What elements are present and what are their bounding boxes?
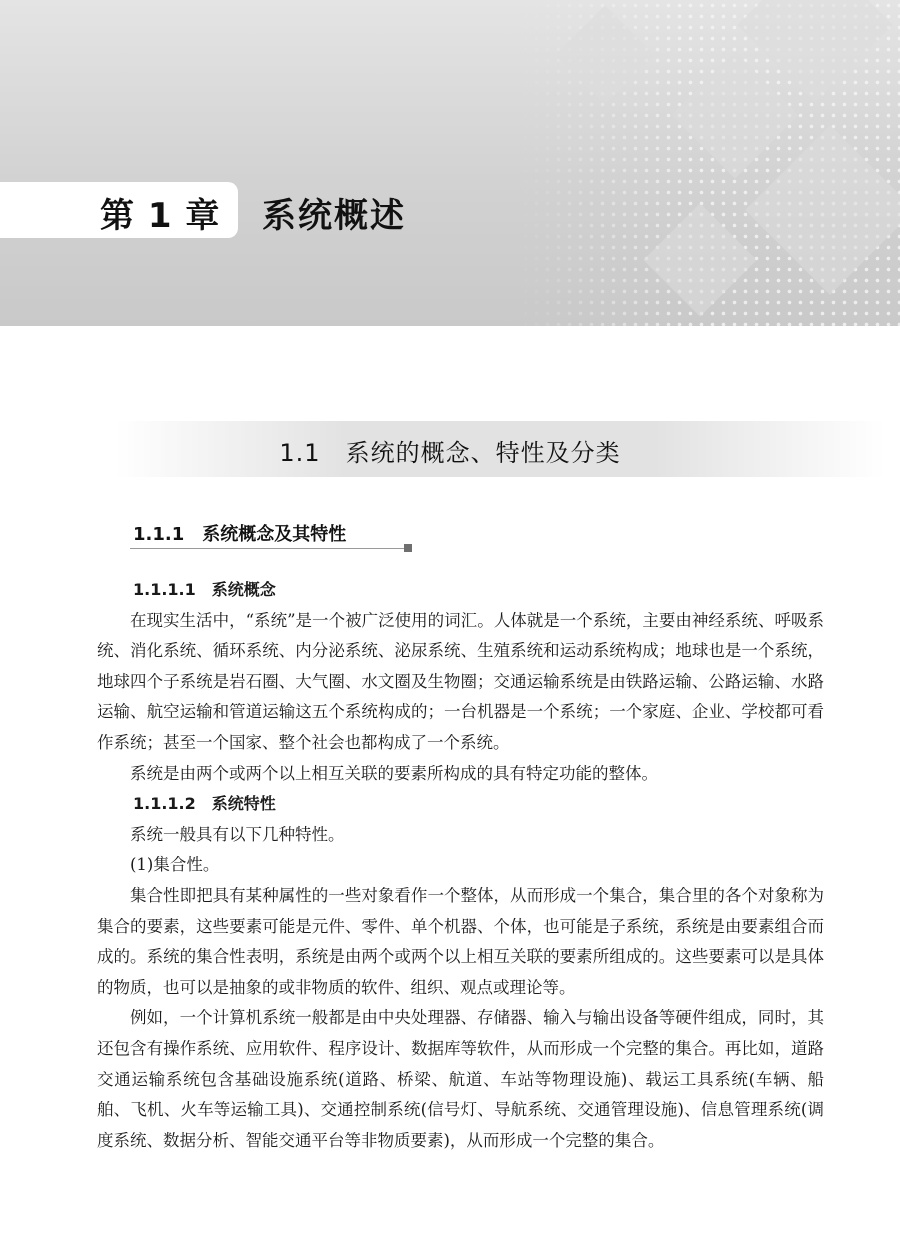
chapter-banner	[0, 0, 900, 326]
paragraph: 系统一般具有以下几种特性。	[130, 824, 345, 844]
paragraph: (1)集合性。	[130, 855, 220, 875]
paragraph: 例如，一个计算机系统一般都是由中央处理器、存储器、输入与输出设备等硬件组成，同时，其还包含有操作系统、应用软件、程序设计、数据库等软件，从而形成一个完整的集合。再比如，道路交通运输系统包含基础设施系统(道路、桥梁、航道、车站等物理设施)、载运工具系统(车辆、船舶、飞机、火车等运输工具)、交通控制系统(信号灯、导航系统、交通管理设施)、信息管理系统(调度系统、数据分析、智能交通平台等非物质要素)，从而形成一个完整的集合。	[97, 1008, 824, 1150]
subsection-square-marker	[404, 544, 412, 552]
subsubsection-heading: 1.1.1.2 系统特性	[133, 794, 276, 814]
paragraph: 集合性即把具有某种属性的一些对象看作一个整体，从而形成一个集合，集合里的各个对象称为集合的要素，这些要素可能是元件、零件、单个机器、个体，也可能是子系统，系统是由要素组合而成的。系统的集合性表明，系统是由两个或两个以上相互关联的要素所组成的。这些要素可以是具体的物质，也可以是抽象的或非物质的软件、组织、观点或理论等。	[97, 885, 824, 997]
subsection-heading: 1.1.1 系统概念及其特性	[133, 524, 347, 545]
section-heading: 1.1 系统的概念、特性及分类	[279, 439, 621, 467]
chapter-title: 系统概述	[262, 196, 406, 236]
paragraph: 在现实生活中，“系统”是一个被广泛使用的词汇。人体就是一个系统，主要由神经系统、呼吸系统、消化系统、循环系统、内分泌系统、泌尿系统、生殖系统和运动系统构成；地球也是一个系统，地球四个子系统是岩石圈、大气圈、水文圈及生物圈；交通运输系统是由铁路运输、公路运输、水路运输、航空运输和管道运输这五个系统构成的；一台机器是一个系统；一个家庭、企业、学校都可看作系统；甚至一个国家、整个社会也都构成了一个系统。	[97, 610, 824, 752]
subsubsection-heading: 1.1.1.1 系统概念	[133, 580, 276, 599]
subsection-underline	[130, 548, 404, 549]
body-content	[97, 575, 824, 1156]
paragraph: 系统是由两个或两个以上相互关联的要素所构成的具有特定功能的整体。	[130, 763, 658, 783]
chapter-number: 第 1 章	[100, 196, 221, 236]
